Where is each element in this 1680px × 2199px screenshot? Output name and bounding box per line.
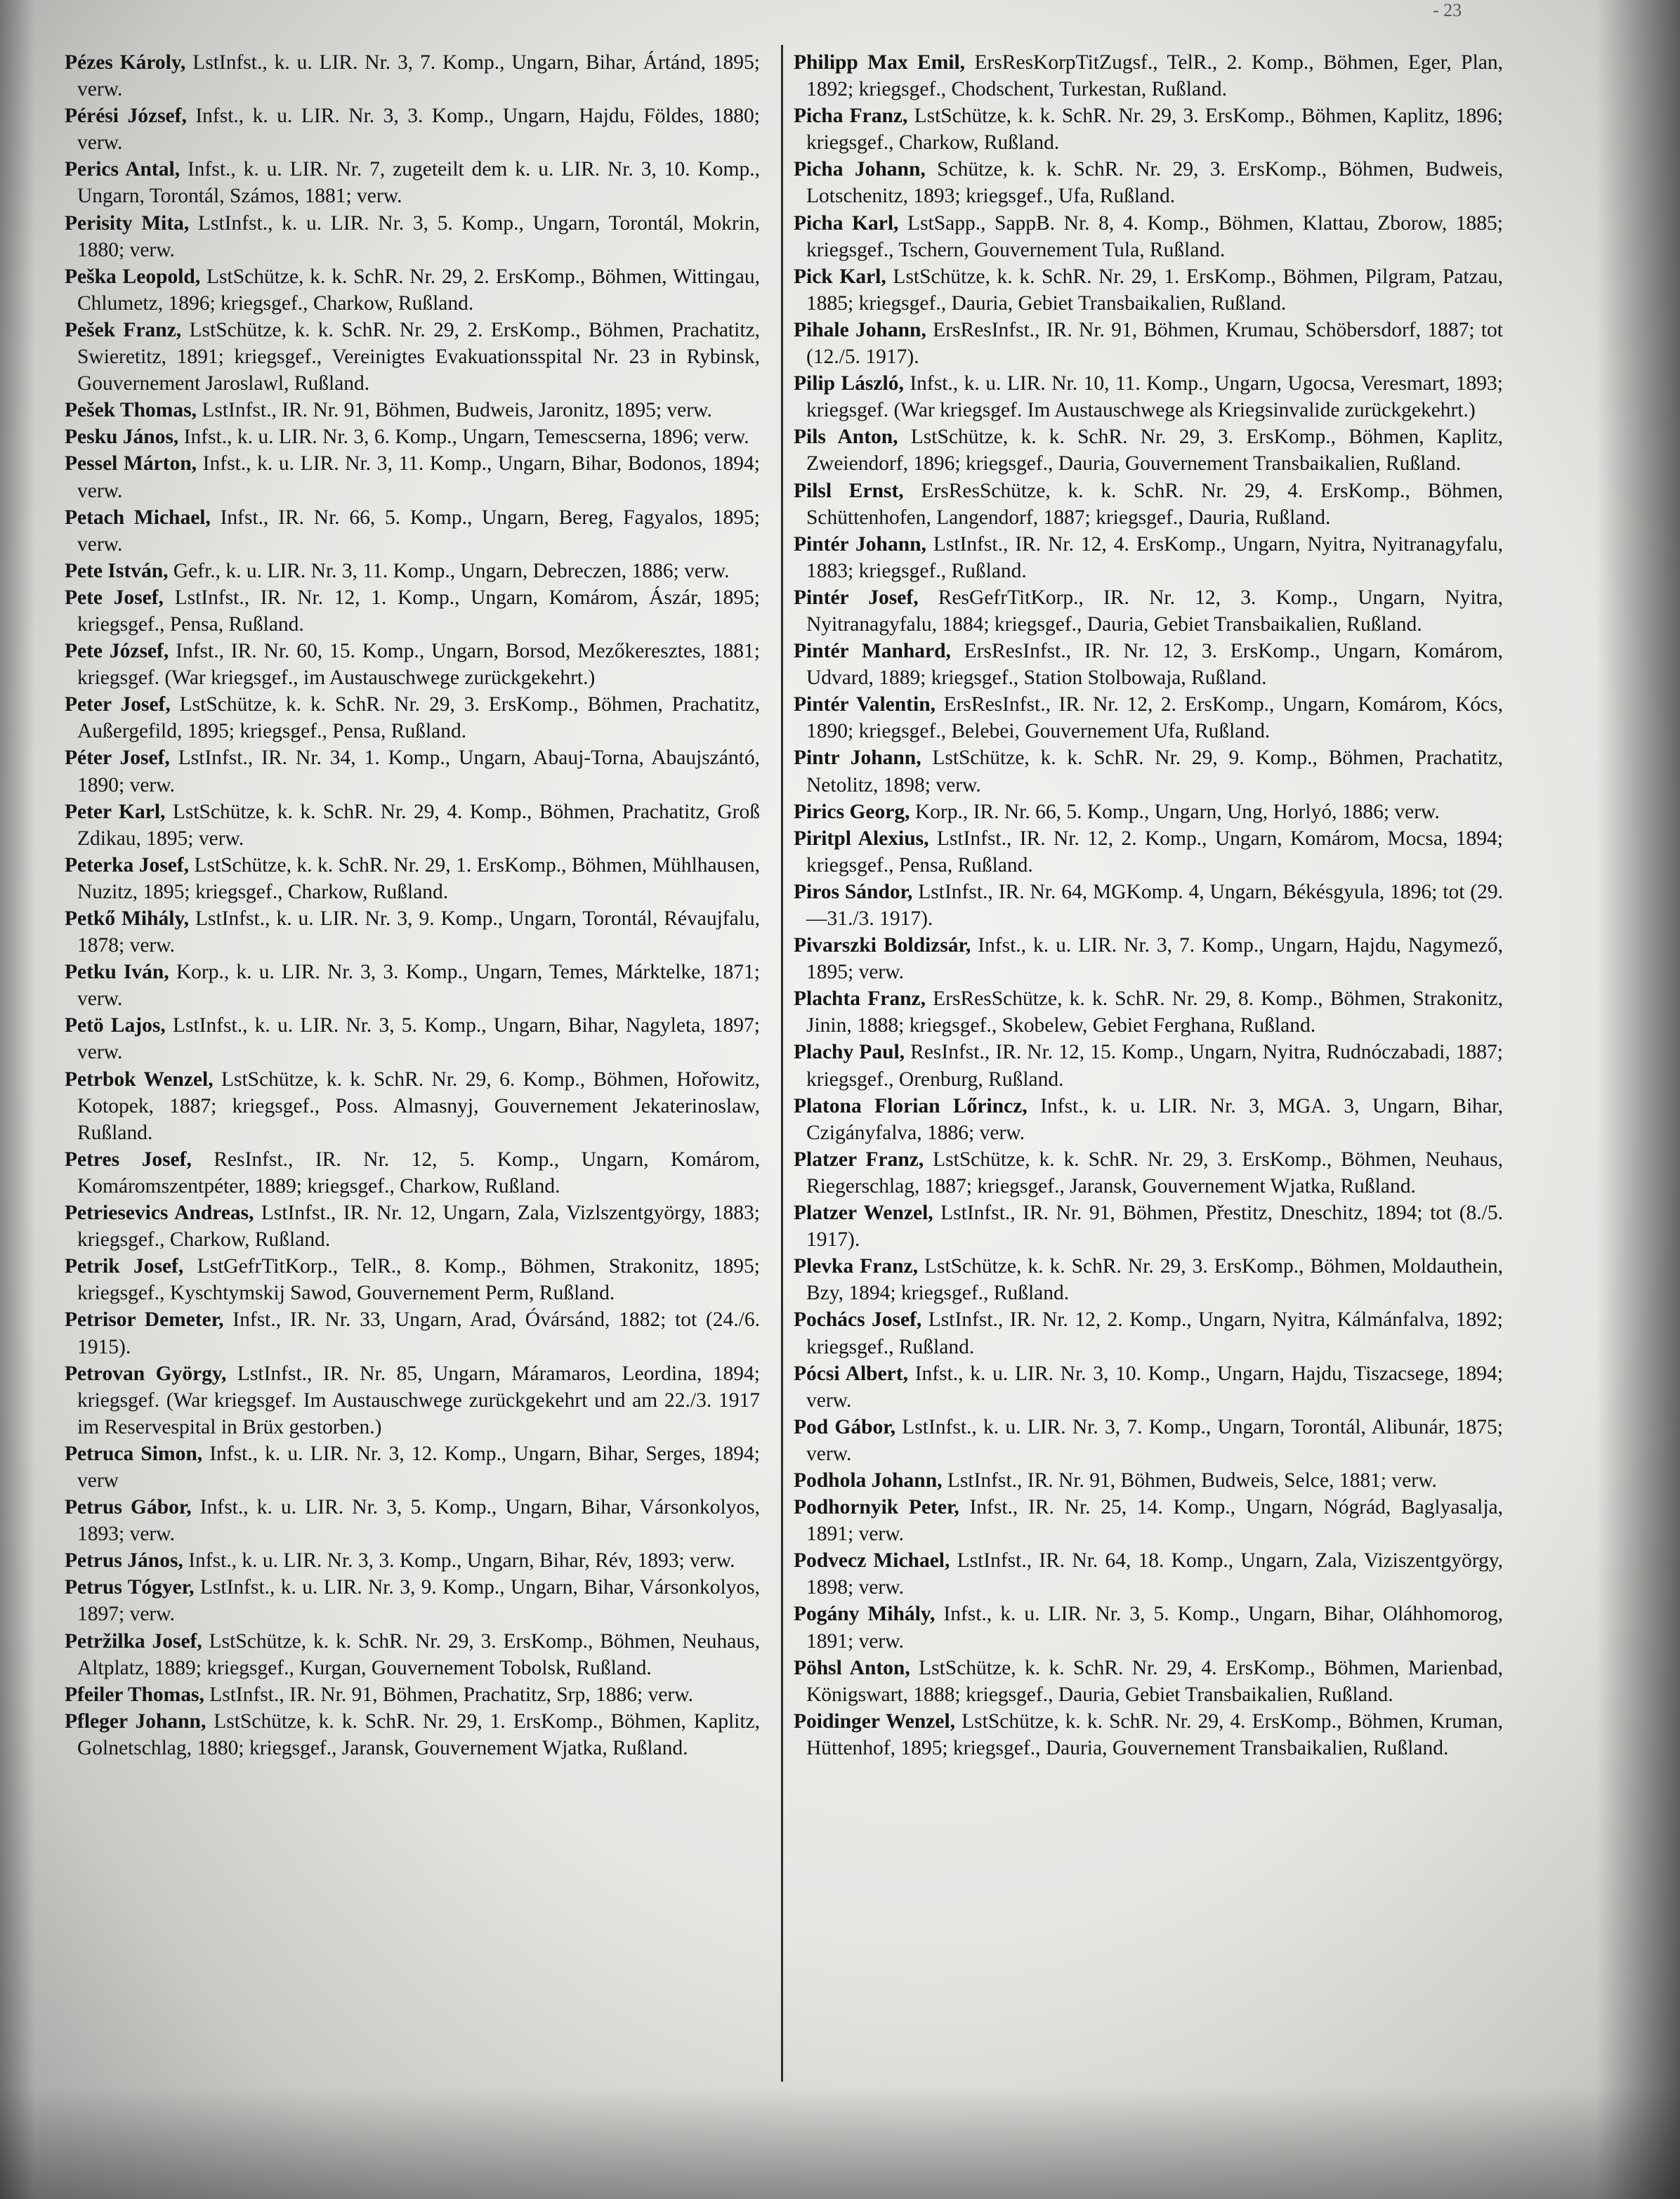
entry-details: LstInfst., IR. Nr. 34, 1. Komp., Ungarn, Abauj-Torna, Abaujszántó, 1890; verw. xyxy=(77,747,760,796)
entry-details: LstInfst., IR. Nr. 12, 2. Komp., Ungarn, Komárom, Mocsa, 1894; kriegsgef., Pensa, Rußland. xyxy=(806,827,1504,877)
entry-name: Pešek Franz, xyxy=(65,318,182,341)
entry-details: Infst., k. u. LIR. Nr. 3, 5. Komp., Ungarn, Bihar, Oláhhomorog, 1891; verw. xyxy=(806,1603,1503,1653)
entry-name: Pick Karl, xyxy=(794,265,886,288)
list-item xyxy=(65,1681,760,1708)
entry-details: ResInfst., IR. Nr. 12, 5. Komp., Ungarn, Komárom, Komáromszentpéter, 1889; kriegsgef., Charkow, Rußland. xyxy=(77,1148,760,1197)
entry-name: Petrovan György, xyxy=(65,1362,227,1385)
entry-details: LstSchütze, k. k. SchR. Nr. 29, 1. ErsKomp., Böhmen, Kaplitz, Golnetschlag, 1880; kriegsgef., Jaransk, Gouvernement Wjatka, Rußland. xyxy=(77,1709,760,1759)
entry-details: Gefr., k. u. LIR. Nr. 3, 11. Komp., Ungarn, Debreczen, 1886; verw. xyxy=(168,559,730,582)
entry-details: Infst., k. u. LIR. Nr. 3, 10. Komp., Ungarn, Hajdu, Tiszacsege, 1894; verw. xyxy=(806,1362,1503,1412)
entry-details: LstInfst., IR. Nr. 12, 1. Komp., Ungarn, Komárom, Ászár, 1895; kriegsgef., Pensa, Rußland. xyxy=(77,586,760,636)
left-column xyxy=(65,49,760,1761)
list-item xyxy=(794,1146,1503,1200)
list-item xyxy=(65,103,760,156)
list-item xyxy=(794,317,1503,370)
list-item xyxy=(65,905,760,959)
entry-name: Peter Karl, xyxy=(65,800,166,823)
list-item xyxy=(65,744,760,798)
list-item xyxy=(65,1494,760,1547)
list-item xyxy=(794,531,1503,584)
entry-name: Pintr Johann, xyxy=(794,747,921,770)
list-item xyxy=(794,584,1503,638)
entry-details: LstInfst., IR. Nr. 64, MGKomp. 4, Ungarn, Békésgyula, 1896; tot (29.—31./3. 1917). xyxy=(806,880,1503,930)
entry-name: Pete Josef, xyxy=(65,586,164,609)
entry-name: Pintér Manhard, xyxy=(794,640,951,663)
list-item xyxy=(794,1547,1503,1601)
list-item xyxy=(794,263,1503,317)
list-item xyxy=(794,744,1503,798)
entry-details: Infst., k. u. LIR. Nr. 3, 12. Komp., Ungarn, Bihar, Serges, 1894; verw xyxy=(77,1442,761,1492)
entry-details: Infst., IR. Nr. 25, 14. Komp., Ungarn, Nógrád, Baglyasalja, 1891; verw. xyxy=(806,1496,1503,1546)
entry-name: Picha Franz, xyxy=(794,105,908,128)
entry-name: Poidinger Wenzel, xyxy=(794,1709,956,1733)
entry-details: LstSchütze, k. k. SchR. Nr. 29, 1. ErsKomp., Böhmen, Pilgram, Patzau, 1885; kriegsgef., Dauria, Gebiet Transbaikalien, Rußland. xyxy=(806,265,1503,315)
list-item xyxy=(65,799,760,852)
list-item xyxy=(794,156,1503,209)
entry-details: LstSchütze, k. k. SchR. Nr. 29, 3. ErsKomp., Böhmen, Kaplitz, 1896; kriegsgef., Charkow, Rußland. xyxy=(806,105,1503,155)
entry-details: Korp., k. u. LIR. Nr. 3, 3. Komp., Ungarn, Temes, Márktelke, 1871; verw. xyxy=(77,961,760,1011)
list-item xyxy=(65,1306,760,1360)
entry-name: Pérési József, xyxy=(65,105,187,128)
entry-details: ResGefrTitKorp., IR. Nr. 12, 3. Komp., Ungarn, Nyitra, Nyitranagyfalu, 1884; kriegsgef., Dauria, Gebiet Transbaikalien, Rußland. xyxy=(806,586,1504,636)
entry-details: ErsResSchütze, k. k. SchR. Nr. 29, 4. ErsKomp., Böhmen, Schüttenhofen, Langendorf, 1887; kriegsgef., Dauria, Rußland. xyxy=(806,479,1503,529)
entry-details: Infst., k. u. LIR. Nr. 3, 6. Komp., Ungarn, Temescserna, 1896; verw. xyxy=(178,426,749,449)
list-item xyxy=(65,450,760,504)
list-item xyxy=(65,263,760,317)
entry-name: Petrus János, xyxy=(65,1549,183,1573)
list-item xyxy=(65,1547,760,1574)
list-item xyxy=(65,1360,760,1440)
list-item xyxy=(794,638,1503,691)
entry-name: Petö Lajos, xyxy=(65,1014,166,1037)
entry-name: Podvecz Michael, xyxy=(794,1549,950,1573)
list-item xyxy=(65,156,760,209)
list-item xyxy=(794,1306,1503,1360)
list-item xyxy=(794,825,1503,879)
entry-name: Petrbok Wenzel, xyxy=(65,1068,214,1091)
list-item xyxy=(65,584,760,638)
list-item xyxy=(65,1200,760,1253)
entry-name: Petkő Mihály, xyxy=(65,907,189,930)
entry-details: LstInfst., IR. Nr. 12, Ungarn, Zala, Vizlszentgyörgy, 1883; kriegsgef., Charkow, Rußland. xyxy=(77,1202,760,1252)
entry-details: LstInfst., IR. Nr. 85, Ungarn, Máramaros, Leordina, 1894; kriegsgef. (War kriegsgef. Im Austauschwege zurückgekehrt und am 22./3. 1917 im Reservespital in Brüx gestorben.) xyxy=(77,1362,760,1438)
entry-details: ErsResInfst., IR. Nr. 12, 2. ErsKomp., Ungarn, Komárom, Kócs, 1890; kriegsgef., Belebei, Gouvernement Ufa, Rußland. xyxy=(806,693,1503,743)
entry-details: LstSchütze, k. k. SchR. Nr. 29, 1. ErsKomp., Böhmen, Mühlhausen, Nuzitz, 1895; kriegsgef., Charkow, Rußland. xyxy=(77,853,760,903)
entry-name: Plevka Franz, xyxy=(794,1255,918,1278)
entry-name: Petrus Gábor, xyxy=(65,1496,192,1519)
entry-name: Petrik Josef, xyxy=(65,1255,184,1278)
entry-details: LstInfst., k. u. LIR. Nr. 3, 5. Komp., Ungarn, Torontál, Mokrin, 1880; verw. xyxy=(77,211,760,261)
list-item xyxy=(65,691,760,744)
entry-name: Pilip László, xyxy=(794,372,904,395)
list-item xyxy=(65,49,760,103)
list-item xyxy=(794,1414,1503,1467)
list-item xyxy=(794,424,1503,477)
entry-details: LstInfst., k. u. LIR. Nr. 3, 5. Komp., Ungarn, Bihar, Nagyleta, 1897; verw. xyxy=(77,1014,761,1064)
entry-details: ErsResInfst., IR. Nr. 12, 3. ErsKomp., Ungarn, Komárom, Udvard, 1889; kriegsgef., Station Stolbowaja, Rußland. xyxy=(806,640,1503,690)
entry-name: Petres Josef, xyxy=(65,1148,192,1171)
entry-details: ErsResInfst., IR. Nr. 91, Böhmen, Krumau, Schöbersdorf, 1887; tot (12./5. 1917). xyxy=(806,318,1503,369)
entry-name: Pirics Georg, xyxy=(794,800,910,823)
list-item xyxy=(65,852,760,905)
list-item xyxy=(794,370,1503,424)
entry-name: Pintér Josef, xyxy=(794,586,919,609)
list-item xyxy=(65,1574,760,1627)
entry-name: Petrisor Demeter, xyxy=(65,1308,224,1332)
entry-name: Pivarszki Boldizsár, xyxy=(794,934,971,957)
column-divider xyxy=(781,45,783,2082)
entry-name: Pod Gábor, xyxy=(794,1415,896,1438)
entry-name: Pesku János, xyxy=(65,426,179,449)
entry-name: Pils Anton, xyxy=(794,426,898,449)
entry-name: Philipp Max Emil, xyxy=(794,51,966,74)
entry-details: LstInfst., k. u. LIR. Nr. 3, 9. Komp., Ungarn, Torontál, Révaujfalu, 1878; verw. xyxy=(77,907,761,957)
entry-details: ErsResKorpTitZugsf., TelR., 2. Komp., Böhmen, Eger, Plan, 1892; kriegsgef., Chodschent, Turkestan, Rußland. xyxy=(806,51,1503,101)
entry-details: LstInfst., IR. Nr. 12, 2. Komp., Ungarn, Nyitra, Kálmánfalva, 1892; kriegsgef., Rußland. xyxy=(806,1308,1503,1358)
entry-details: LstSchütze, k. k. SchR. Nr. 29, 9. Komp., Böhmen, Prachatitz, Netolitz, 1898; verw. xyxy=(806,747,1503,796)
list-item xyxy=(65,397,760,424)
list-item xyxy=(65,638,760,691)
entry-details: LstGefrTitKorp., TelR., 8. Komp., Böhmen, Strakonitz, 1895; kriegsgef., Kyschtymskij Sawod, Gouvernement Perm, Rußland. xyxy=(77,1255,761,1305)
entry-name: Peterka Josef, xyxy=(65,853,190,877)
list-item xyxy=(65,1708,760,1761)
list-item xyxy=(794,1039,1503,1092)
entry-details: Infst., IR. Nr. 33, Ungarn, Arad, Óvársánd, 1882; tot (24./6. 1915). xyxy=(77,1308,760,1358)
entry-name: Peter Josef, xyxy=(65,693,171,716)
entry-details: ErsResSchütze, k. k. SchR. Nr. 29, 8. Komp., Böhmen, Strakonitz, Jinin, 1888; kriegsgef., Skobelew, Gebiet Ferghana, Rußland. xyxy=(806,987,1504,1037)
list-item xyxy=(65,210,760,263)
entry-details: LstInfst., IR. Nr. 91, Böhmen, Budweis, Jaronitz, 1895; verw. xyxy=(196,399,712,422)
entry-name: Pintér Johann, xyxy=(794,532,926,556)
entry-details: Infst., k. u. LIR. Nr. 3, MGA. 3, Ungarn, Bihar, Czigányfalva, 1886; verw. xyxy=(806,1094,1504,1144)
entry-details: LstInfst., IR. Nr. 91, Böhmen, Budweis, Selce, 1881; verw. xyxy=(942,1469,1437,1492)
list-item xyxy=(794,1494,1503,1547)
entry-name: Pessel Márton, xyxy=(65,452,197,475)
entry-name: Pete István, xyxy=(65,559,169,582)
list-item xyxy=(65,317,760,397)
entry-details: LstSchütze, k. k. SchR. Nr. 29, 2. ErsKomp., Böhmen, Prachatitz, Swieretitz, 1891; kriegsgef., Vereinigtes Evakuationsspital Nr. 23 in Rybinsk, Gouvernement Jaroslawl, Rußland. xyxy=(77,318,760,395)
entry-details: LstSchütze, k. k. SchR. Nr. 29, 3. ErsKomp., Böhmen, Neuhaus, Altplatz, 1889; kriegsgef., Kurgan, Gouvernement Tobolsk, Rußland. xyxy=(77,1629,760,1679)
entry-name: Petku Iván, xyxy=(65,961,169,984)
entry-name: Peška Leopold, xyxy=(65,265,201,288)
entry-details: LstSchütze, k. k. SchR. Nr. 29, 3. ErsKomp., Böhmen, Neuhaus, Riegerschlag, 1887; kriegsgef., Jaransk, Gouvernement Wjatka, Rußland. xyxy=(806,1148,1503,1197)
entry-details: LstSchütze, k. k. SchR. Nr. 29, 2. ErsKomp., Böhmen, Wittingau, Chlumetz, 1896; kriegsgef., Charkow, Rußland. xyxy=(77,265,760,315)
entry-details: Infst., k. u. LIR. Nr. 3, 5. Komp., Ungarn, Bihar, Vársonkolyos, 1893; verw. xyxy=(77,1496,760,1546)
entry-details: LstInfst., k. u. LIR. Nr. 3, 7. Komp., Ungarn, Torontál, Alibunár, 1875; verw. xyxy=(806,1415,1503,1465)
list-item xyxy=(65,1066,760,1146)
entry-name: Petrus Tógyer, xyxy=(65,1576,195,1599)
entry-name: Pochács Josef, xyxy=(794,1308,922,1332)
entry-name: Pfleger Johann, xyxy=(65,1709,206,1733)
list-item xyxy=(794,691,1503,744)
entry-details: LstInfst., IR. Nr. 91, Böhmen, Prachatitz, Srp, 1886; verw. xyxy=(204,1683,694,1706)
entry-details: LstInfst., IR. Nr. 91, Böhmen, Přestitz, Dneschitz, 1894; tot (8./5. 1917). xyxy=(806,1202,1503,1252)
right-column xyxy=(794,49,1503,1761)
list-item xyxy=(794,1360,1503,1414)
entry-details: Infst., k. u. LIR. Nr. 10, 11. Komp., Ungarn, Ugocsa, Veresmart, 1893; kriegsgef. (War kriegsgef. Im Austauschwege als Kriegsinvalide zurückgekehrt.) xyxy=(806,372,1503,422)
entry-name: Piros Sándor, xyxy=(794,880,913,903)
entry-name: Picha Karl, xyxy=(794,211,899,235)
entry-name: Pézes Károly, xyxy=(65,51,186,74)
entry-details: LstSchütze, k. k. SchR. Nr. 29, 6. Komp., Böhmen, Hořowitz, Kotopek, 1887; kriegsgef., Poss. Almasnyj, Gouvernement Jekaterinoslaw, Rußland. xyxy=(77,1068,760,1144)
entry-details: Infst., k. u. LIR. Nr. 3, 7. Komp., Ungarn, Hajdu, Nagymező, 1895; verw. xyxy=(806,934,1503,984)
list-item xyxy=(65,1628,760,1681)
entry-name: Platzer Franz, xyxy=(794,1148,924,1171)
list-item xyxy=(794,1200,1503,1253)
entry-details: LstSchütze, k. k. SchR. Nr. 29, 3. ErsKomp., Böhmen, Prachatitz, Außergefild, 1895; kriegsgef., Pensa, Rußland. xyxy=(77,693,760,743)
entry-details: LstInfst., k. u. LIR. Nr. 3, 9. Komp., Ungarn, Bihar, Vársonkolyos, 1897; verw. xyxy=(77,1576,761,1626)
entry-name: Platzer Wenzel, xyxy=(794,1202,933,1225)
entry-name: Pihale Johann, xyxy=(794,318,926,341)
entry-name: Pilsl Ernst, xyxy=(794,479,904,502)
entry-name: Picha Johann, xyxy=(794,158,926,181)
page-shadow-left xyxy=(0,0,35,2199)
entry-details: Korp., IR. Nr. 66, 5. Komp., Ungarn, Ung, Horlyó, 1886; verw. xyxy=(910,800,1440,823)
entry-name: Pócsi Albert, xyxy=(794,1362,908,1385)
list-item xyxy=(65,424,760,450)
entry-name: Petruca Simon, xyxy=(65,1442,203,1465)
entry-name: Piritpl Alexius, xyxy=(794,827,929,850)
list-item xyxy=(65,558,760,584)
entry-details: LstSapp., SappB. Nr. 8, 4. Komp., Böhmen, Klattau, Zborow, 1885; kriegsgef., Tschern, Gouvernement Tula, Rußland. xyxy=(806,211,1503,261)
list-item xyxy=(794,478,1503,531)
entry-name: Podhornyik Peter, xyxy=(794,1496,959,1519)
entry-name: Perisity Mita, xyxy=(65,211,190,235)
entry-name: Plachta Franz, xyxy=(794,987,926,1011)
entry-name: Pešek Thomas, xyxy=(65,399,197,422)
entry-details: LstSchütze, k. k. SchR. Nr. 29, 3. ErsKomp., Böhmen, Kaplitz, Zweiendorf, 1896; kriegsgef., Dauria, Gouvernement Transbaikalien, Rußland. xyxy=(806,426,1503,475)
list-item xyxy=(65,1253,760,1306)
entry-name: Pöhsl Anton, xyxy=(794,1656,910,1679)
entry-details: ResInfst., IR. Nr. 12, 15. Komp., Ungarn, Nyitra, Rudnóczabadi, 1887; kriegsgef., Orenburg, Rußland. xyxy=(806,1041,1503,1091)
list-item xyxy=(794,1253,1503,1306)
entry-details: Infst., k. u. LIR. Nr. 7, zugeteilt dem k. u. LIR. Nr. 3, 10. Komp., Ungarn, Torontál, Számos, 1881; verw. xyxy=(77,158,760,208)
entry-details: LstInfst., IR. Nr. 64, 18. Komp., Ungarn, Zala, Viziszentgyörgy, 1898; verw. xyxy=(806,1549,1503,1599)
entry-details: LstInfst., k. u. LIR. Nr. 3, 7. Komp., Ungarn, Bihar, Ártánd, 1895; verw. xyxy=(77,51,760,101)
entry-name: Platona Florian Lőrincz, xyxy=(794,1094,1028,1117)
entry-name: Petriesevics Andreas, xyxy=(65,1202,254,1225)
page-number: - 23 xyxy=(1433,0,1462,20)
entry-name: Petržilka Josef, xyxy=(65,1629,202,1653)
entry-details: Infst., IR. Nr. 60, 15. Komp., Ungarn, Borsod, Mezőkeresztes, 1881; kriegsgef. (War kriegsgef., im Austauschwege zurückgekehrt.) xyxy=(77,640,760,690)
list-item xyxy=(794,49,1503,103)
list-item xyxy=(794,1708,1503,1761)
entry-details: LstSchütze, k. k. SchR. Nr. 29, 3. ErsKomp., Böhmen, Moldauthein, Bzy, 1894; kriegsgef., Rußland. xyxy=(806,1255,1503,1305)
entry-details: Infst., IR. Nr. 66, 5. Komp., Ungarn, Bereg, Fagyalos, 1895; verw. xyxy=(77,506,760,556)
entry-details: Infst., k. u. LIR. Nr. 3, 3. Komp., Ungarn, Bihar, Rév, 1893; verw. xyxy=(183,1549,735,1573)
list-item xyxy=(65,1146,760,1200)
list-item xyxy=(794,1655,1503,1708)
list-item xyxy=(794,985,1503,1039)
entry-name: Pintér Valentin, xyxy=(794,693,936,716)
list-item xyxy=(794,1467,1503,1494)
entry-details: LstSchütze, k. k. SchR. Nr. 29, 4. ErsKomp., Böhmen, Marienbad, Königswart, 1888; kriegsgef., Dauria, Gebiet Transbaikalien, Rußland. xyxy=(806,1656,1503,1706)
entry-details: LstSchütze, k. k. SchR. Nr. 29, 4. ErsKomp., Böhmen, Kruman, Hüttenhof, 1895; kriegsgef., Dauria, Gouvernement Transbaikalien, Rußland. xyxy=(806,1709,1503,1759)
entry-details: Infst., k. u. LIR. Nr. 3, 3. Komp., Ungarn, Hajdu, Földes, 1880; verw. xyxy=(77,105,760,155)
entry-details: LstInfst., IR. Nr. 12, 4. ErsKomp., Ungarn, Nyitra, Nyitranagyfalu, 1883; kriegsgef., Rußland. xyxy=(806,532,1503,582)
entry-name: Petach Michael, xyxy=(65,506,211,529)
entry-name: Pete József, xyxy=(65,640,169,663)
entry-name: Péter Josef, xyxy=(65,747,170,770)
list-item xyxy=(65,504,760,558)
entry-name: Pogány Mihály, xyxy=(794,1603,936,1626)
list-item xyxy=(794,799,1503,825)
list-item xyxy=(794,879,1503,932)
list-item xyxy=(794,1093,1503,1146)
list-item xyxy=(65,1440,760,1494)
list-item xyxy=(794,210,1503,263)
list-item xyxy=(65,1012,760,1065)
entry-name: Podhola Johann, xyxy=(794,1469,943,1492)
entry-details: Schütze, k. k. SchR. Nr. 29, 3. ErsKomp., Böhmen, Budweis, Lotschenitz, 1893; kriegsgef., Ufa, Rußland. xyxy=(806,158,1503,208)
list-item xyxy=(794,932,1503,985)
entry-name: Plachy Paul, xyxy=(794,1041,905,1064)
entry-details: Infst., k. u. LIR. Nr. 3, 11. Komp., Ungarn, Bihar, Bodonos, 1894; verw. xyxy=(77,452,760,502)
entry-name: Pfeiler Thomas, xyxy=(65,1683,204,1706)
entry-name: Perics Antal, xyxy=(65,158,181,181)
entry-details: LstSchütze, k. k. SchR. Nr. 29, 4. Komp., Böhmen, Prachatitz, Groß Zdikau, 1895; verw. xyxy=(77,800,760,850)
page-shadow-bottom xyxy=(0,2087,1680,2199)
list-item xyxy=(65,959,760,1012)
list-item xyxy=(794,103,1503,156)
page-shadow-right xyxy=(1596,0,1680,2199)
list-item xyxy=(794,1601,1503,1654)
